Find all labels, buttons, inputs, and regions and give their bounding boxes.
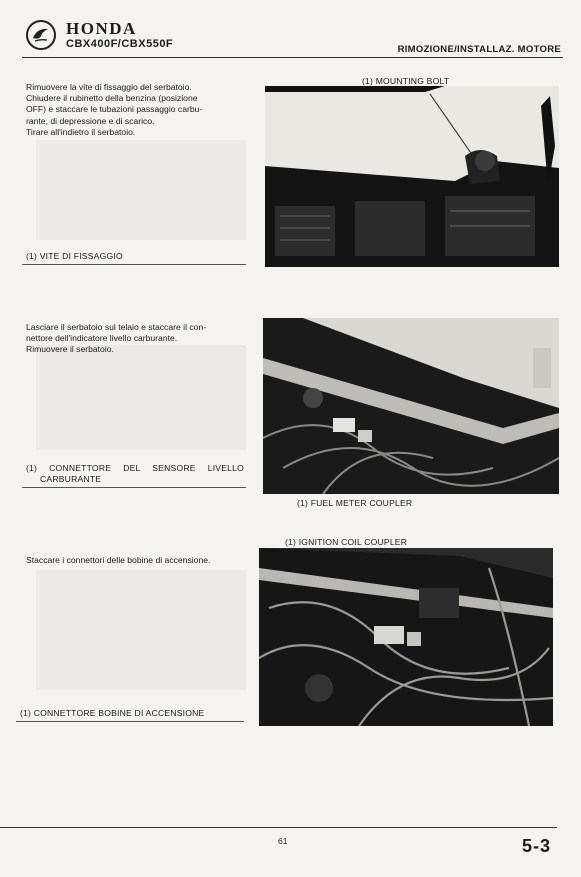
step-2-caption-rule (22, 487, 246, 488)
step-1-instructions (26, 82, 251, 138)
brand-name: HONDA (66, 19, 137, 38)
bleed-through-block-2 (36, 345, 246, 450)
photo-2-label: (1) FUEL METER COUPLER (297, 498, 413, 508)
step-2-caption-line-2: CARBURANTE (40, 474, 102, 484)
step-1-caption: (1) VITE DI FISSAGGIO (26, 251, 123, 261)
section-number: 5-3 (522, 836, 552, 856)
step-2-instructions (26, 322, 251, 356)
honda-wing-logo-icon (26, 20, 56, 50)
bleed-through-block-1 (36, 140, 246, 240)
step-1-caption-rule (22, 264, 246, 265)
section-title: RIMOZIONE/INSTALLAZ. MOTORE (397, 44, 561, 55)
photo-ignition-coil-coupler (259, 548, 553, 726)
step-1-line: OFF) e staccare le tubazioni passaggio carbu- (26, 104, 203, 115)
page-number: 61 (278, 836, 288, 846)
model-name: CBX400F/CBX550F (66, 38, 174, 50)
header-rule (22, 57, 563, 58)
photo-1-label: (1) MOUNTING BOLT (362, 76, 450, 86)
step-2-caption-line-1: (1) CONNETTORE DEL SENSORE LIVELLO (26, 463, 244, 473)
photo-mounting-bolt (265, 86, 559, 267)
footer-rule (0, 827, 557, 828)
step-1-line: Rimuovere la vite di fissaggio del serbatoio. (26, 82, 192, 92)
step-1-line: rante, di depressione e di scarico. (26, 115, 155, 126)
step-2-line: Rimuovere il serbatoio. (26, 344, 114, 355)
step-3-line: Staccare i connettori delle bobine di accensione. (26, 555, 211, 565)
step-3-instructions (26, 555, 256, 566)
step-1-line: Tirare all'indietro il serbatoio. (26, 126, 136, 137)
step-3-caption-rule (16, 721, 244, 722)
photo-3-label: (1) IGNITION COIL COUPLER (285, 537, 408, 547)
step-1-line: Chiudere il rubinetto della benzina (posizione (26, 93, 198, 104)
step-3-caption: (1) CONNETTORE BOBINE DI ACCENSIONE (20, 708, 205, 718)
bleed-through-block-3 (36, 570, 246, 690)
photo-fuel-meter-coupler (263, 318, 559, 494)
step-2-line: nettore dell'indicatore livello carburante. (26, 333, 178, 344)
step-2-line: Lasciare il serbatoio sul telaio e staccare il con- (26, 322, 207, 332)
